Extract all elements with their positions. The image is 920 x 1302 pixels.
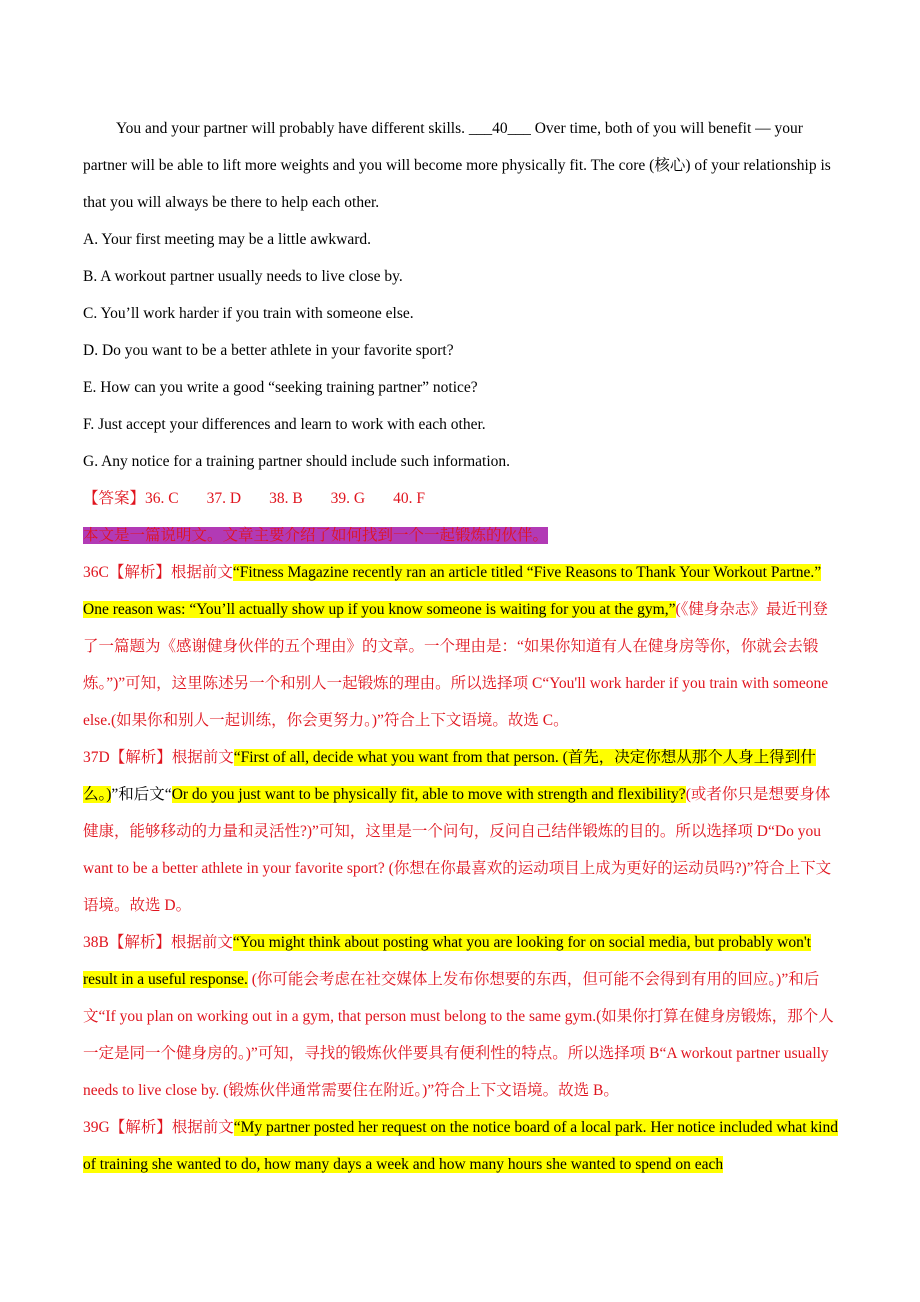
document-body: [83, 110, 843, 1183]
answer-36: 36. C: [145, 490, 179, 507]
explanation-38: [83, 924, 843, 1109]
passage-paragraph: You and your partner will probably have different skills. ___40___ Over time, both of you will benefit — your partner will be able to lift more weights and you will become more physically fit. The core (核心) of your relationship is that you will always be there to help each other.: [83, 120, 831, 211]
option-e: E. How can you write a good “seeking training partner” notice?: [83, 379, 478, 396]
explanation-38-prefix: 38B【解析】根据前文: [83, 934, 233, 951]
explanation-37: [83, 739, 843, 924]
explanation-38-rest: (你可能会考虑在社交媒体上发布你想要的东西，但可能不会得到有用的回应。)”和后文“If you plan on working out in a gym, that person must belong to the same gym.(如果你打算在健身房锻炼，那个人一定是同一个健身房的。)”可知，寻找的锻炼伙伴要具有便利性的特点。所以选择项 B“A workout partner usually needs to live close by. (锻炼伙伴通常需要住在附近。)”符合上下文语境。故选 B。: [83, 971, 834, 1099]
explanation-37-quote2: Or do you just want to be physically fit, able to move with strength and flexibility?: [171, 786, 686, 803]
option-f: F. Just accept your differences and learn to work with each other.: [83, 416, 486, 433]
explanation-37-rest: (或者你只是想要身体健康，能够移动的力量和灵活性?)”可知，这里是一个问句，反问自己结伴锻炼的目的。所以选择项 D“Do you want to be a better athlete in your favorite sport? (你想在你最喜欢的运动项目上成为更好的运动员吗?)”符合上下文语境。故选 D。: [83, 786, 832, 914]
option-d: D. Do you want to be a better athlete in your favorite sport?: [83, 342, 454, 359]
explanation-37-prefix: 37D【解析】根据前文: [83, 749, 234, 766]
explanation-36: [83, 554, 843, 739]
summary-line: [83, 517, 843, 554]
explanation-36-prefix: 36C【解析】根据前文: [83, 564, 233, 581]
explanation-37-quote1: “First of all, decide what you want from that person. (首先，决定你想从那个人身上得到什么。): [83, 749, 816, 803]
option-a: A. Your first meeting may be a little awkward.: [83, 231, 371, 248]
explanation-36-quote: “Fitness Magazine recently ran an article titled “Five Reasons to Thank Your Workout Partne.” One reason was: “You’ll actually show up if you know someone is waiting for you at the gym,”: [83, 564, 822, 618]
explanation-38-quote: “You might think about posting what you are looking for on social media, but probably won't result in a useful response.: [83, 934, 811, 988]
option-c: C. You’ll work harder if you train with someone else.: [83, 305, 414, 322]
answer-40: 40. F: [393, 490, 425, 507]
answer-39: 39. G: [330, 490, 366, 507]
option-g: G. Any notice for a training partner should include such information.: [83, 453, 511, 470]
answer-37: 37. D: [206, 490, 242, 507]
option-b: B. A workout partner usually needs to live close by.: [83, 268, 403, 285]
answer-label: 【答案】: [83, 490, 146, 507]
explanation-37-mid: ”和后文“: [111, 786, 172, 803]
explanation-39-prefix: 39G【解析】根据前文: [83, 1119, 234, 1136]
explanation-36-rest: (《健身杂志》最近刊登了一篇题为《感谢健身伙伴的五个理由》的文章。一个理由是：“如果你知道有人在健身房等你，你就会去锻炼。”)”可知，这里陈述另一个和别人一起锻炼的理由。所以选择项 C“You'll work harder if you train with someone else.(如果你和别人一起训练，你会更努力。)”符合上下文语境。故选 C。: [83, 601, 829, 729]
answer-38: 38. B: [269, 490, 303, 507]
explanation-39-quote: “My partner posted her request on the notice board of a local park. Her notice included what kind of training she wanted to do, how many days a week and how many hours she wanted to spend on each: [83, 1119, 838, 1173]
summary-text: 本文是一篇说明文。文章主要介绍了如何找到一个一起锻炼的伙伴。: [83, 527, 549, 544]
answer-line: [83, 480, 843, 517]
explanation-39: [83, 1109, 843, 1183]
